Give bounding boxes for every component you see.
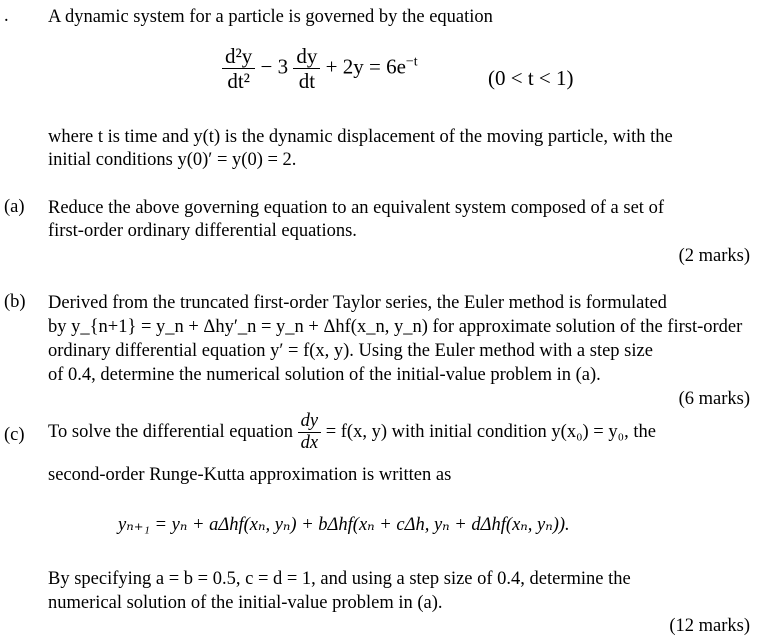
part-a-line-1: Reduce the above governing equation to an equivalent system composed of a set of [48, 198, 664, 218]
part-b-marks: (6 marks) [678, 389, 750, 409]
where-line-1: where t is time and y(t) is the dynamic displacement of the moving particle, with the [48, 127, 673, 147]
part-a-marks: (2 marks) [678, 246, 750, 266]
fraction-dy-dt: $\frac{dy}{dt}$ [293, 44, 320, 93]
part-c-marks: (12 marks) [669, 616, 750, 636]
where-line-2: initial conditions y(0)′ = y(0) = 2. [48, 150, 297, 170]
runge-kutta-formula: yₙ₊₁ = yₙ + aΔhf(xₙ, yₙ) + bΔhf(xₙ + cΔh, yₙ + dΔhf(xₙ, yₙ)). [118, 515, 570, 535]
part-a-label: (a) [4, 197, 25, 217]
intro-line-1: A dynamic system for a particle is governed by the equation [48, 7, 493, 27]
equation-domain: (0 < t < 1) [488, 66, 574, 90]
part-c-line-3: By specifying a = b = 0.5, c = d = 1, and using a step size of 0.4, determine the [48, 569, 631, 589]
part-b-line-2: by y_{n+1} = y_n + Δhy′_n = y_n + Δhf(x_n, y_n) for approximate solution of the first-order [48, 317, 743, 337]
part-b-label: (b) [4, 292, 26, 312]
part-c-line-4: numerical solution of the initial-value problem in (a). [48, 593, 443, 613]
part-b-line-1: Derived from the truncated first-order Taylor series, the Euler method is formulated [48, 293, 667, 313]
part-b-line-3: ordinary differential equation y′ = f(x, y). Using the Euler method with a step size [48, 341, 653, 361]
part-a-line-2: first-order ordinary differential equations. [48, 221, 357, 241]
part-c-line-1: To solve the differential equation $\frac{dy}{dx}$ = f(x, y) with initial condition y(x₀) = y₀, the [48, 411, 656, 454]
governing-equation: $\frac{\text{d²y}}{\text{dt²}}$ − 3 $\frac{dy}{dt}$ + $2y = 6e^{-t}$ [222, 44, 418, 93]
part-b-line-4: of 0.4, determine the numerical solution of the initial-value problem in (a). [48, 365, 601, 385]
bullet: . [4, 6, 9, 26]
fraction-dy-dx: $\frac{dy}{dx}$ [298, 411, 321, 455]
fraction-d2y-dt2: $\frac{\text{d²y}}{\text{dt²}}$ [222, 44, 255, 93]
part-c-line-2: second-order Runge-Kutta approximation is written as [48, 465, 452, 485]
part-c-label: (c) [4, 425, 25, 445]
